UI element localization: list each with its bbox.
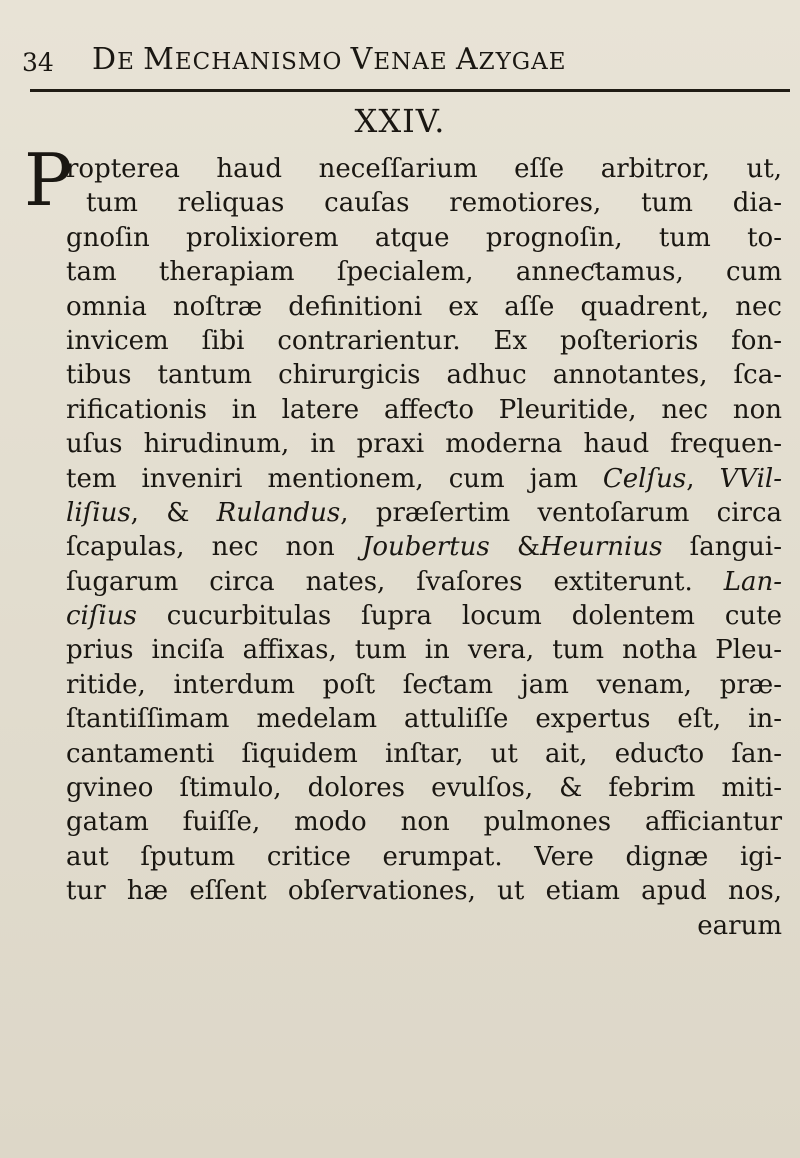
- text-run: ſcapulas, nec non: [66, 532, 362, 563]
- text-run: omnia noſtræ definitioni ex aſſe quadrent, nec: [66, 291, 782, 322]
- title-word: VENAE: [350, 42, 456, 77]
- text-run: tam therapiam ſpecialem, anneƈtamus, cum: [66, 257, 782, 288]
- text-run: prius inciſa affixas, tum in vera, tum notha Pleu-: [66, 635, 782, 666]
- italic-name: liſius: [66, 497, 131, 528]
- text-run: rificationis in latere affeƈto Pleuritide, nec non: [66, 394, 782, 425]
- italic-name: ciſius: [66, 601, 137, 632]
- drop-cap: P: [24, 138, 73, 222]
- text-line: [66, 427, 782, 461]
- title-word: AZYGAE: [455, 42, 567, 77]
- text-run: ritide, interdum poſt ſeƈtam jam venam, præ-: [66, 669, 782, 700]
- text-line: [66, 909, 782, 943]
- text-line: [66, 771, 782, 805]
- text-run: tum reliquas cauſas remotiores, tum dia-: [86, 188, 782, 219]
- text-line: [66, 186, 782, 220]
- text-run: &: [489, 532, 541, 563]
- text-line: [66, 668, 782, 702]
- text-run: ſangui-: [662, 532, 782, 563]
- text-line: [66, 530, 782, 564]
- running-head: [22, 42, 790, 82]
- text-line: [66, 805, 782, 839]
- text-run: tibus tantum chirurgicis adhuc annotantes, ſca-: [66, 360, 782, 391]
- text-run: ,: [686, 463, 720, 494]
- text-line: [66, 840, 782, 874]
- text-line: [66, 290, 782, 324]
- italic-name: Lan-: [723, 566, 782, 597]
- italic-name: Heurnius: [540, 532, 663, 563]
- italic-name: VVil-: [719, 463, 783, 494]
- text-run: earum: [697, 910, 782, 941]
- italic-name: Joubertus: [361, 532, 490, 563]
- title-word: MECHANISMO: [143, 42, 351, 77]
- text-run: gnoſin prolixiorem atque prognoſin, tum to-: [66, 222, 782, 253]
- text-line: [66, 565, 782, 599]
- text-run: tur hæ eſſent obſervationes, ut etiam apud nos,: [66, 876, 782, 907]
- title-word: DE: [92, 42, 144, 77]
- text-run: gatam fuiſſe, modo non pulmones afficiantur: [66, 807, 782, 838]
- running-title: [92, 42, 567, 77]
- body-text: [24, 138, 783, 943]
- text-line: [66, 462, 782, 496]
- section-number: XXIV.: [354, 102, 446, 140]
- text-run: ſugarum circa nates, ſvaſores extiterunt.: [66, 566, 724, 597]
- text-line: [66, 633, 782, 667]
- italic-name: Celſus: [602, 463, 687, 494]
- text-line: [66, 496, 782, 530]
- text-line: [66, 358, 782, 392]
- text-run: uſus hirudinum, in praxi moderna haud frequen-: [66, 429, 782, 460]
- page-number: 34: [22, 48, 54, 77]
- text-run: ſtantiſſimam medelam attuliſſe expertus eſt, in-: [66, 704, 782, 735]
- text-line: [66, 221, 782, 255]
- text-line: [66, 599, 782, 633]
- text-run: , &: [130, 497, 217, 528]
- text-run: , præſertim ventoſarum circa: [340, 497, 783, 528]
- text-run: cantamenti ſiquidem inſtar, ut ait, eduƈto ſan-: [66, 738, 782, 769]
- text-line: [66, 702, 782, 736]
- text-run: aut ſputum critice erumpat. Vere dignæ igi-: [66, 841, 782, 872]
- text-run: ropterea haud neceſſarium eſſe arbitror, ut,: [66, 154, 782, 184]
- text-run: tem inveniri mentionem, cum jam: [66, 463, 603, 494]
- text-line: [66, 324, 782, 358]
- text-line: [66, 255, 782, 289]
- text-line: [66, 393, 782, 427]
- text-run: gvineo ſtimulo, dolores evulſos, & febrim miti-: [66, 773, 782, 804]
- text-line: [66, 874, 782, 908]
- header-rule: [30, 89, 790, 92]
- text-run: invicem ſibi contrarientur. Ex poſterioris fon-: [66, 325, 782, 356]
- text-run: cucurbitulas ſupra locum dolentem cute: [136, 601, 782, 632]
- italic-name: Rulandus: [216, 497, 341, 528]
- text-line: [66, 737, 782, 771]
